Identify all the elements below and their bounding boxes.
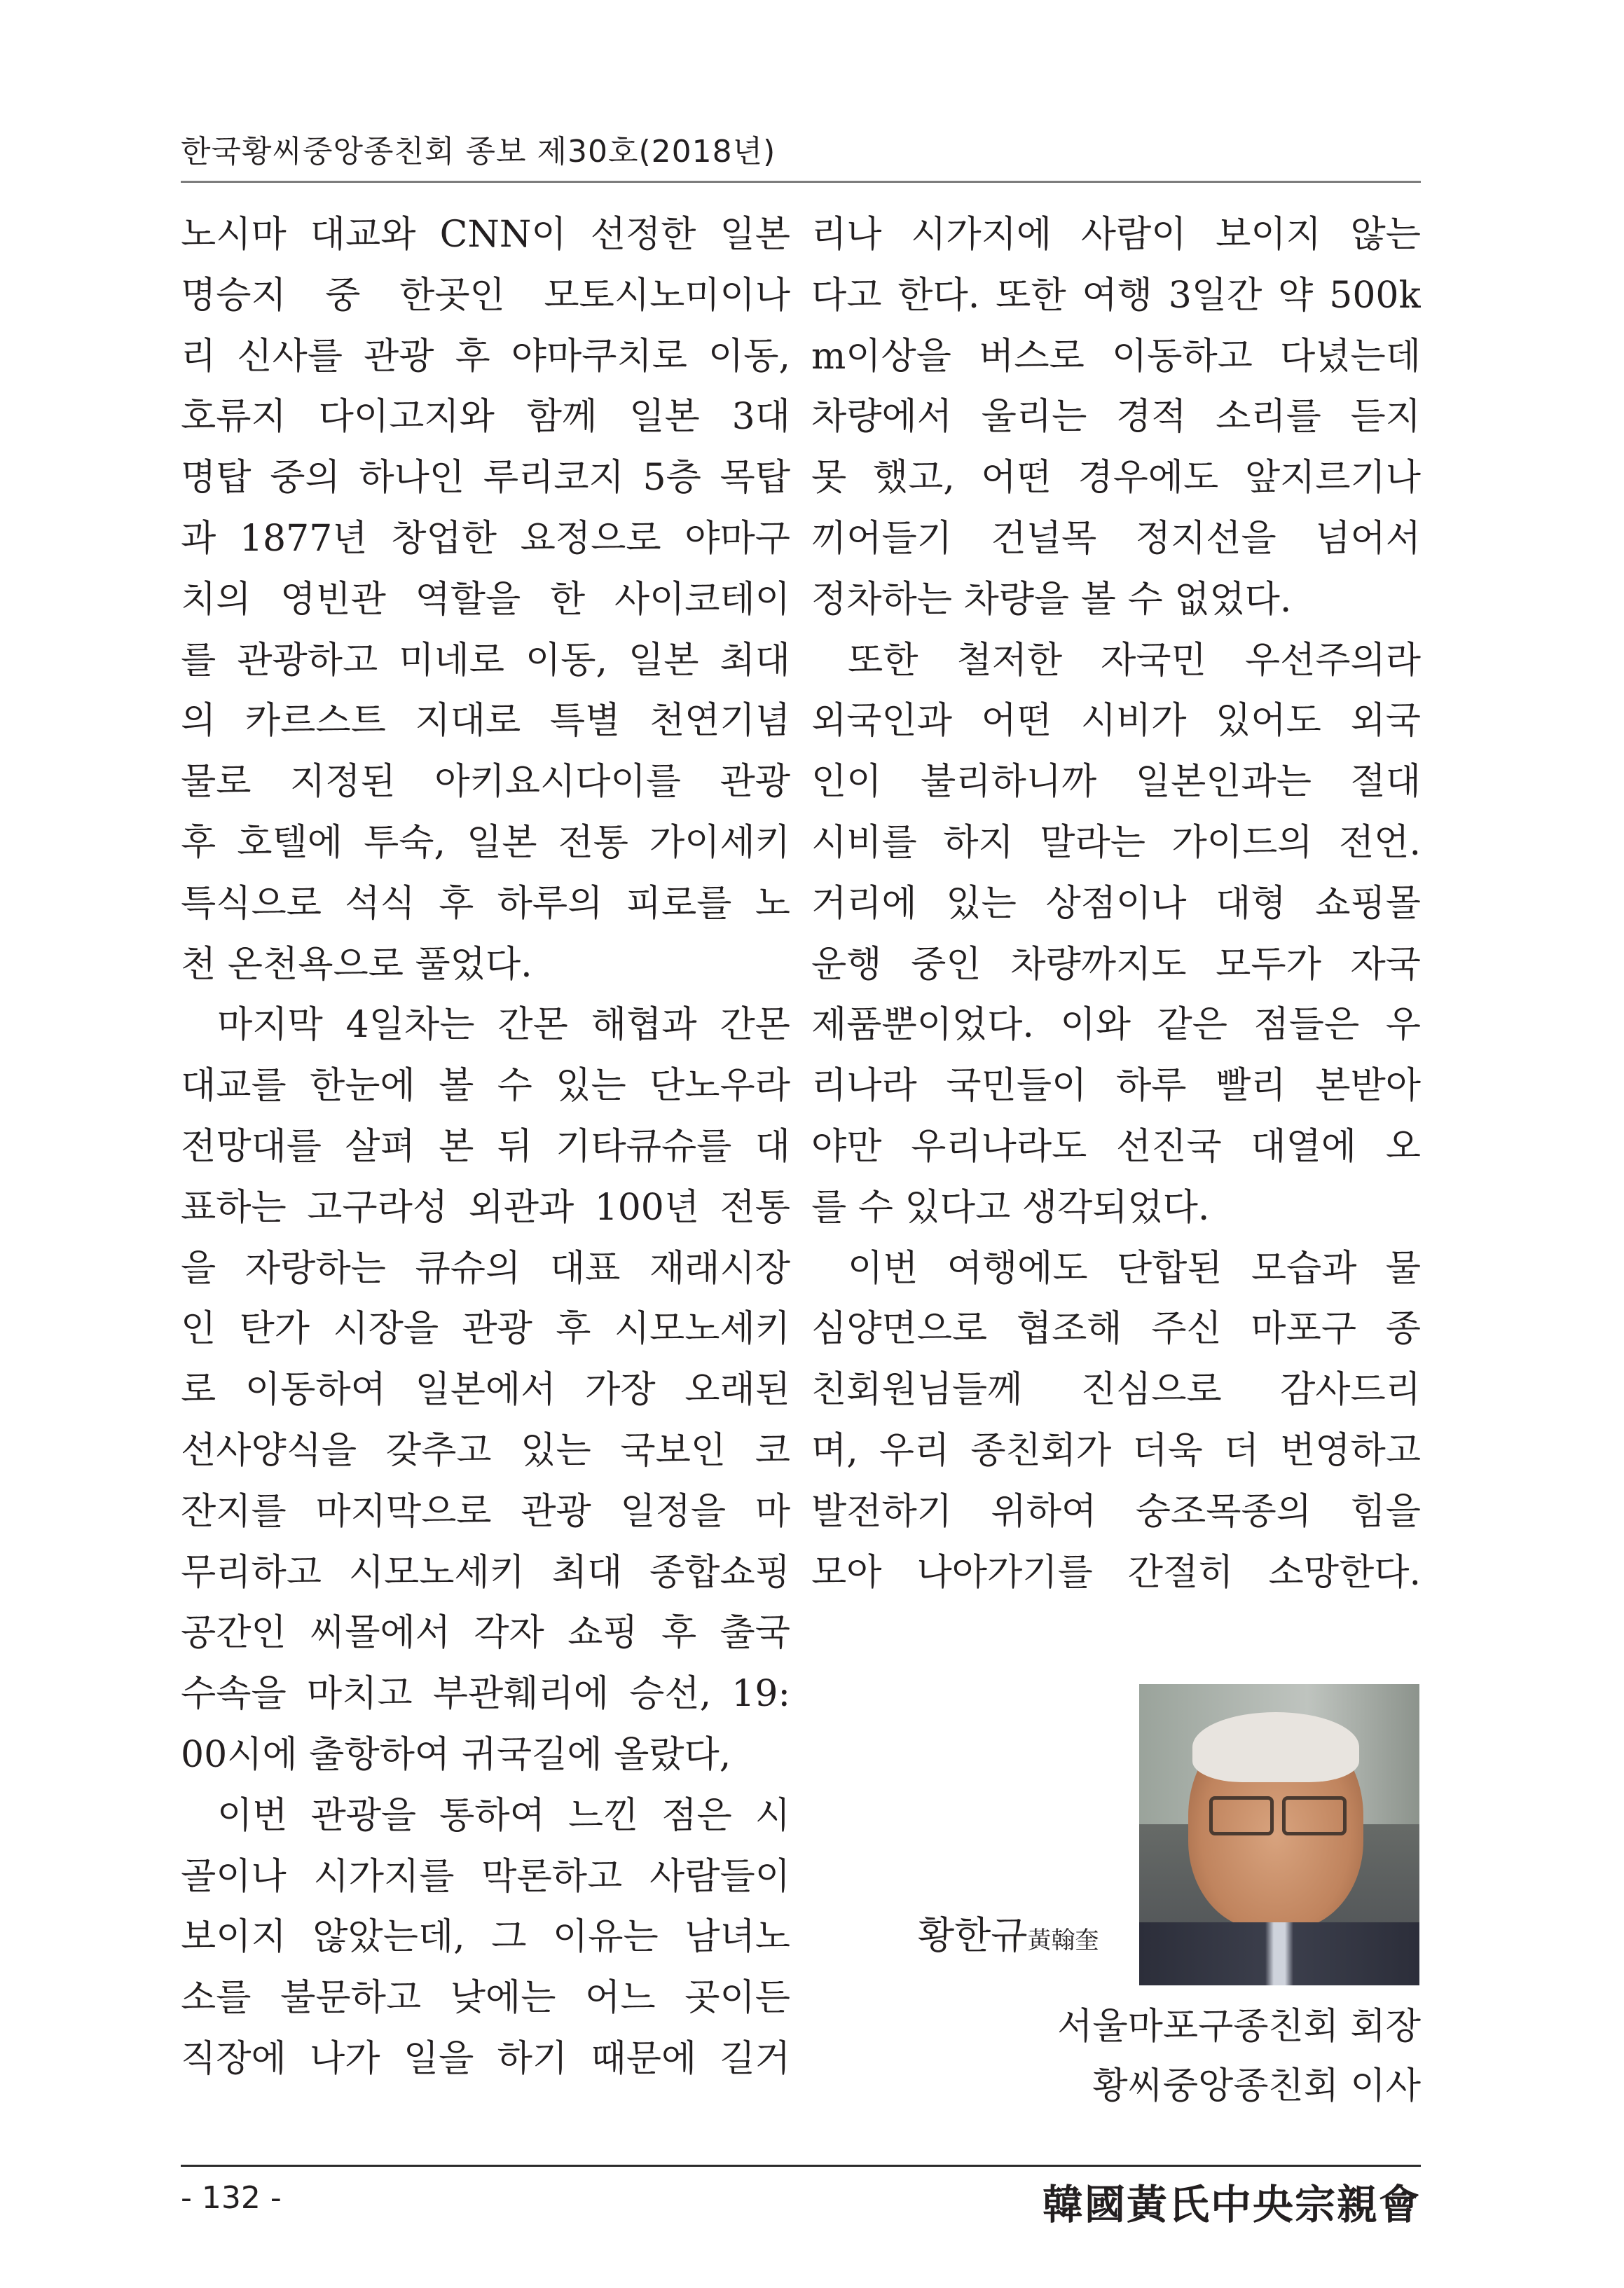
- text-line: 발전하기 위하여 숭조목종의 힘을: [811, 1490, 1421, 1533]
- text-line: 심양면으로 협조해 주신 마포구 종: [811, 1308, 1421, 1351]
- text-line: 차량에서 울리는 경적 소리를 듣지: [811, 396, 1421, 439]
- text-line: 골이나 시가지를 막론하고 사람들이: [181, 1855, 790, 1898]
- text-line: 직장에 나가 일을 하기 때문에 길거: [181, 2037, 790, 2080]
- header-divider: [181, 181, 1421, 183]
- text-line: 모아 나아가기를 간절히 소망한다.: [811, 1551, 1421, 1594]
- text-line: 노시마 대교와 CNN이 선정한 일본: [181, 214, 790, 256]
- text-line: 공간인 씨몰에서 각자 쇼핑 후 출국: [181, 1612, 790, 1655]
- footer-divider: [181, 2165, 1421, 2167]
- text-line: 제품뿐이었다. 이와 같은 점들은 우: [811, 1004, 1421, 1047]
- journal-title: 한국황씨중앙종친회 종보 제30호(2018년): [181, 134, 776, 170]
- text-line: 보이지 않았는데, 그 이유는 남녀노: [181, 1916, 790, 1959]
- photo-glasses-right: [1282, 1796, 1347, 1835]
- page-number: - 132 -: [181, 2180, 282, 2216]
- text-line: 끼어들기 건널목 정지선을 넘어서: [811, 517, 1421, 560]
- text-line: 잔지를 마지막으로 관광 일정을 마: [181, 1490, 790, 1533]
- text-line: 특식으로 석식 후 하루의 피로를 노: [181, 882, 790, 925]
- author-position-2: 황씨중앙종친회 이사: [1092, 2065, 1421, 2107]
- text-line: 리나 시가지에 사람이 보이지 않는: [811, 214, 1421, 256]
- text-line: 운행 중인 차량까지도 모두가 자국: [811, 943, 1421, 986]
- text-line: m이상을 버스로 이동하고 다녔는데: [811, 335, 1421, 378]
- text-line: 시비를 하지 말라는 가이드의 전언.: [811, 821, 1421, 864]
- text-line: 로 이동하여 일본에서 가장 오래된: [181, 1369, 790, 1412]
- text-line: 호류지 다이고지와 함께 일본 3대: [181, 396, 790, 439]
- text-line: 대교를 한눈에 볼 수 있는 단노우라: [181, 1065, 790, 1108]
- text-line: 며, 우리 종친회가 더욱 더 번영하고: [811, 1429, 1421, 1472]
- text-line: 인이 불리하니까 일본인과는 절대: [811, 761, 1421, 804]
- text-line: 물로 지정된 아키요시다이를 관광: [181, 761, 790, 804]
- article-column-left: [181, 205, 790, 2090]
- text-line: 외국인과 어떤 시비가 있어도 외국: [811, 700, 1421, 743]
- text-line: 후 호텔에 투숙, 일본 전통 가이세키: [181, 821, 790, 864]
- text-line: 야만 우리나라도 선진국 대열에 오: [811, 1125, 1421, 1168]
- author-name-hanja: 黃翰奎: [1027, 1927, 1099, 1955]
- text-line: 소를 불문하고 낮에는 어느 곳이든: [181, 1977, 790, 2020]
- text-line: 친회원님들께 진심으로 감사드리: [811, 1369, 1421, 1412]
- text-line: 를 수 있다고 생각되었다.: [811, 1186, 1210, 1229]
- text-line: 표하는 고구라성 외관과 100년 전통: [181, 1186, 790, 1229]
- text-line: 리 신사를 관광 후 야마쿠치로 이동,: [181, 335, 790, 378]
- text-line: 치의 영빈관 역할을 한 사이코테이: [181, 578, 790, 621]
- text-line: 수속을 마치고 부관훼리에 승선, 19:: [181, 1673, 790, 1716]
- text-line: 다고 한다. 또한 여행 3일간 약 500k: [811, 274, 1421, 317]
- text-line: 무리하고 시모노세키 최대 종합쇼핑: [181, 1551, 790, 1594]
- text-line: 전망대를 살펴 본 뒤 기타큐슈를 대: [181, 1125, 790, 1168]
- author-name-hangul: 황한규: [918, 1913, 1028, 1957]
- photo-glasses-left: [1209, 1796, 1274, 1835]
- text-line: 거리에 있는 상점이나 대형 쇼핑몰: [811, 882, 1421, 925]
- author-name: [918, 1905, 1099, 1959]
- text-line: 리나라 국민들이 하루 빨리 본받아: [811, 1065, 1421, 1108]
- organization-name: 韓國黃氏中央宗親會: [1042, 2181, 1421, 2228]
- paragraph-start-line: 이번 여행에도 단합된 모습과 물: [848, 1247, 1421, 1290]
- text-line: 을 자랑하는 큐슈의 대표 재래시장: [181, 1247, 790, 1290]
- text-line: 00시에 출항하여 귀국길에 올랐다,: [181, 1733, 731, 1776]
- text-line: 못 했고, 어떤 경우에도 앞지르기나: [811, 457, 1421, 499]
- paragraph-start-line: 이번 관광을 통하여 느낀 점은 시: [217, 1794, 790, 1837]
- text-line: 명승지 중 한곳인 모토시노미이나: [181, 274, 790, 317]
- text-line: 과 1877년 창업한 요정으로 야마구: [181, 517, 790, 560]
- text-line: 정차하는 차량을 볼 수 없었다.: [811, 578, 1292, 621]
- article-column-right: [811, 205, 1421, 1603]
- paragraph-start-line: 또한 철저한 자국민 우선주의라: [848, 639, 1421, 682]
- author-position-1: 서울마포구종친회 회장: [1057, 2006, 1421, 2048]
- photo-hair: [1192, 1712, 1359, 1782]
- text-line: 의 카르스트 지대로 특별 천연기념: [181, 700, 790, 743]
- text-line: 명탑 중의 하나인 루리코지 5층 목탑: [181, 457, 790, 499]
- photo-suit: [1139, 1922, 1419, 1985]
- text-line: 를 관광하고 미네로 이동, 일본 최대: [181, 639, 790, 682]
- text-line: 천 온천욕으로 풀었다.: [181, 943, 532, 986]
- author-photo: [1139, 1684, 1419, 1985]
- paragraph-start-line: 마지막 4일차는 간몬 해협과 간몬: [217, 1004, 790, 1047]
- text-line: 인 탄가 시장을 관광 후 시모노세키: [181, 1308, 790, 1351]
- text-line: 선사양식을 갖추고 있는 국보인 코: [181, 1429, 790, 1472]
